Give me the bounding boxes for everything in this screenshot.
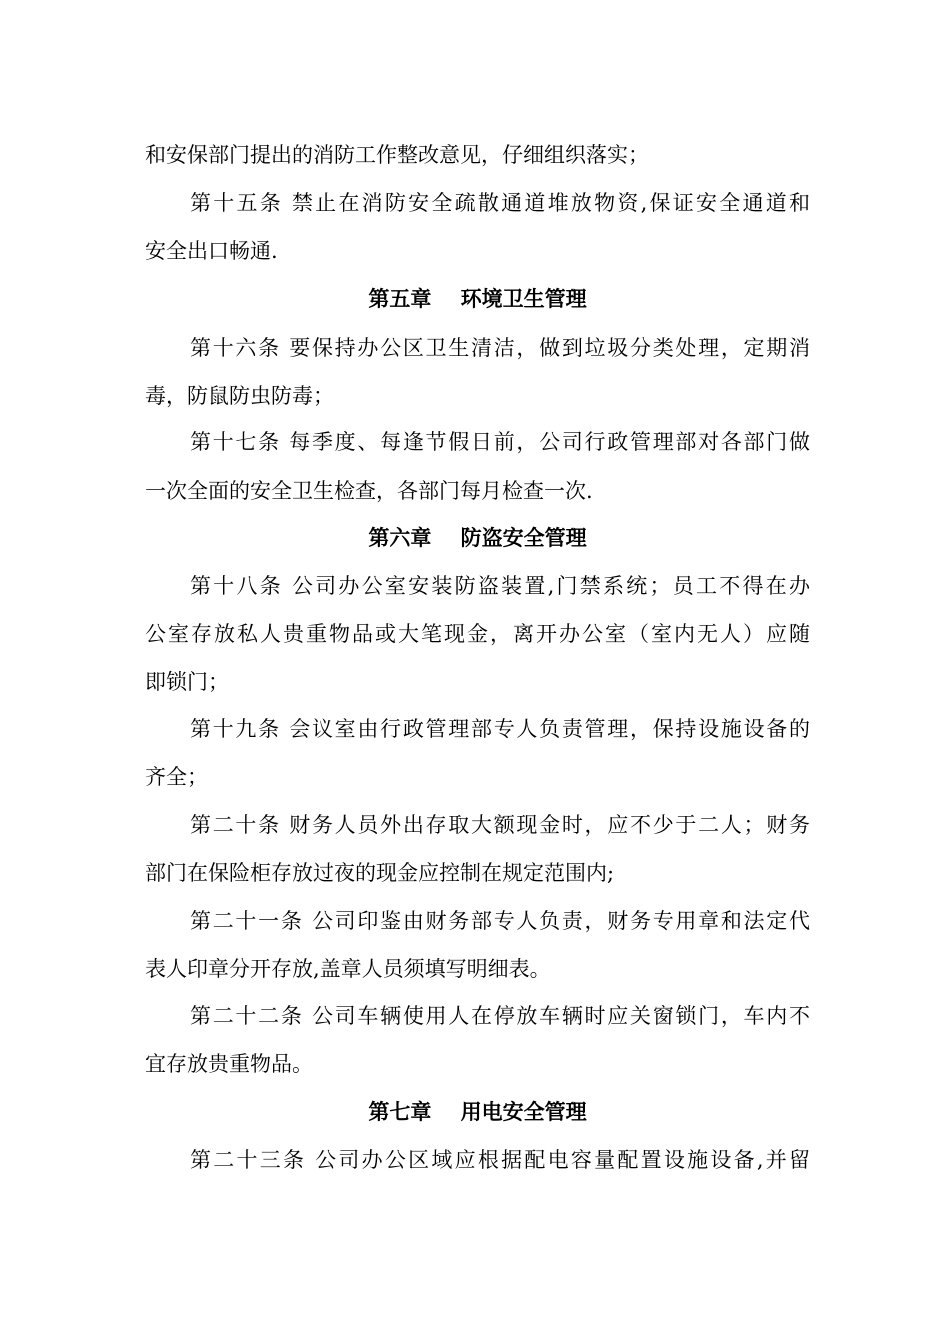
text-line: 齐全； [145,765,208,789]
chapter-5-heading: 第五章 环境卫生管理 [368,286,587,311]
article-19-line: 第十九条 会议室由行政管理部专人负责管理，保持设施设备的 [190,717,810,741]
chapter-6-heading: 第六章 防盗安全管理 [368,525,587,550]
text-line: 即锁门； [145,670,229,694]
article-16-line: 第十六条 要保持办公区卫生清洁，做到垃圾分类处理，定期消 [190,336,810,360]
article-20-line: 第二十条 财务人员外出存取大额现金时，应不少于二人；财务 [190,813,810,837]
article-22-line: 第二十二条 公司车辆使用人在停放车辆时应关窗锁门，车内不 [190,1004,810,1028]
text-line: 表人印章分开存放,盖章人员须填写明细表。 [145,957,551,981]
text-line: 部门在保险柜存放过夜的现金应控制在规定范围内; [145,861,615,885]
article-18-line: 第十八条 公司办公室安装防盗装置,门禁系统；员工不得在办 [190,574,810,598]
chapter-7-heading: 第七章 用电安全管理 [368,1099,587,1124]
text-line: 公室存放私人贵重物品或大笔现金，离开办公室（室内无人）应随 [145,622,810,646]
text-line: 毒，防鼠防虫防毒； [145,384,334,408]
article-23-line: 第二十三条 公司办公区域应根据配电容量配置设施设备,并留 [190,1148,810,1172]
text-line: 宜存放贵重物品。 [145,1052,313,1076]
text-line: 一次全面的安全卫生检查，各部门每月检查一次. [145,479,593,503]
text-line: 安全出口畅通. [145,239,278,263]
article-15-line: 第十五条 禁止在消防安全疏散通道堆放物资,保证安全通道和 [190,191,810,215]
article-21-line: 第二十一条 公司印鉴由财务部专人负责，财务专用章和法定代 [190,909,810,933]
text-line: 和安保部门提出的消防工作整改意见，仔细组织落实； [145,143,649,167]
article-17-line: 第十七条 每季度、每逢节假日前，公司行政管理部对各部门做 [190,430,810,454]
